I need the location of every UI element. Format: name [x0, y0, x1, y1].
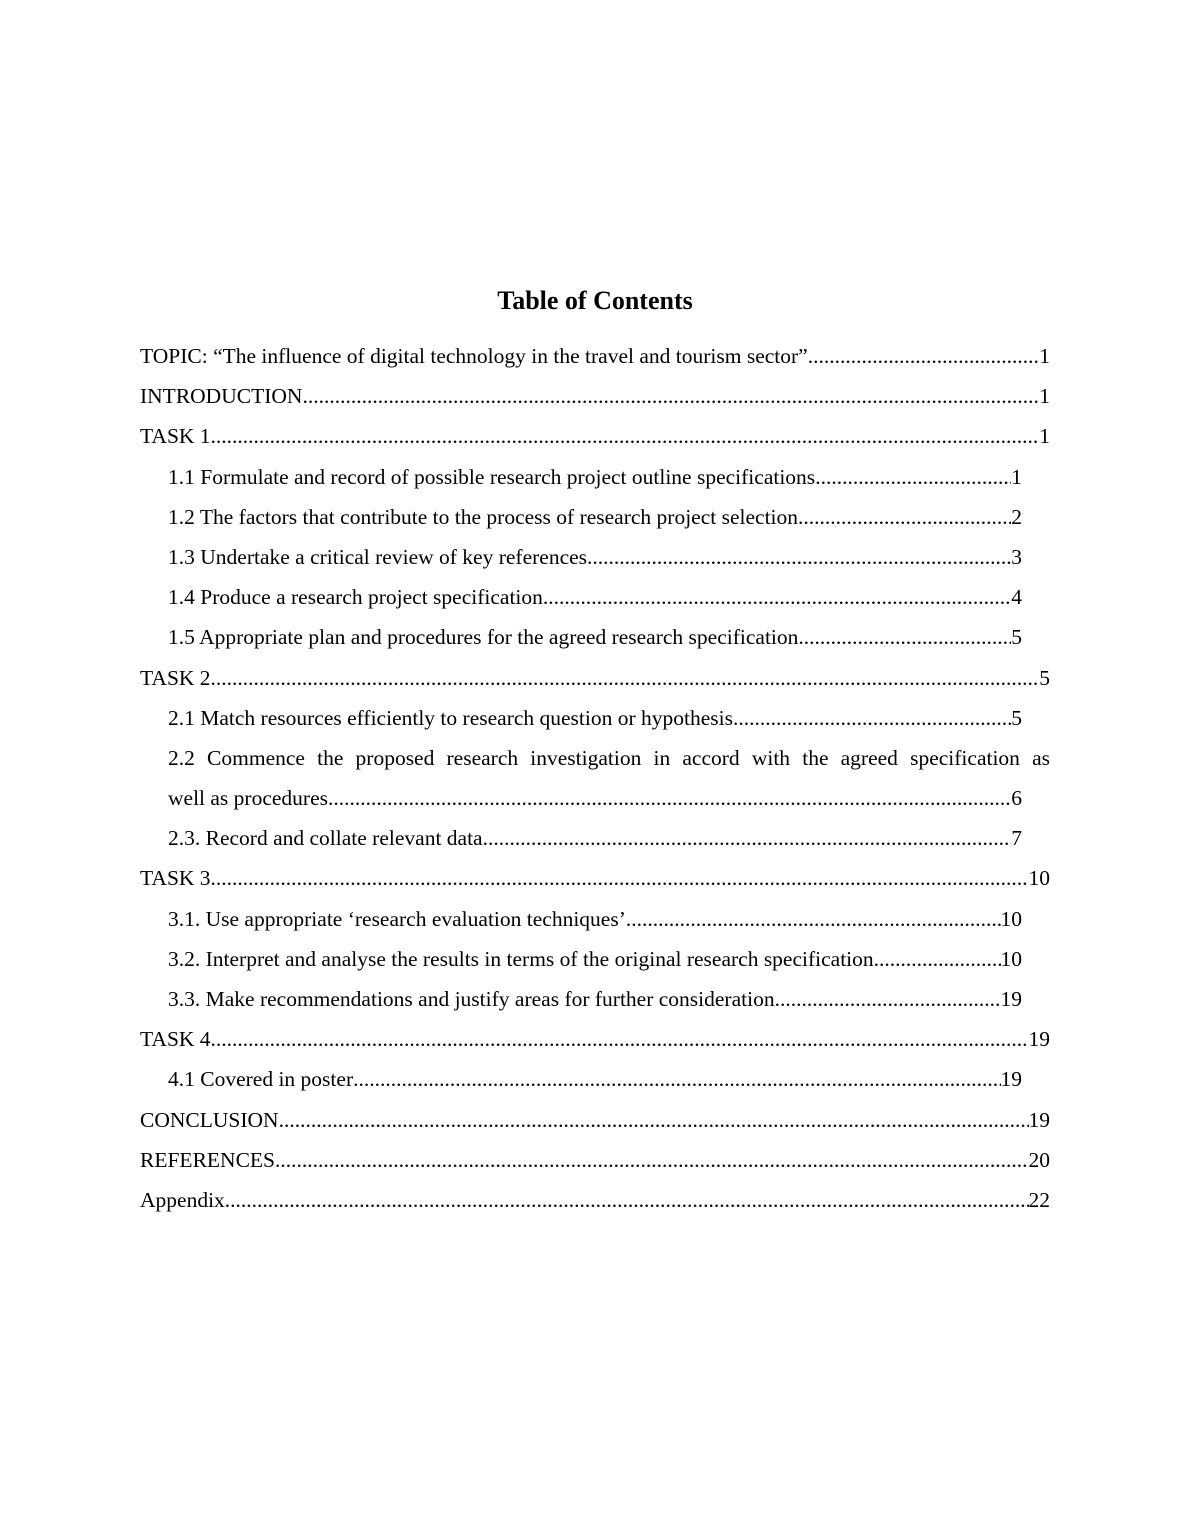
toc-entry-label: TASK 4: [140, 1027, 211, 1052]
toc-entry-page: 1: [1011, 464, 1022, 489]
toc-entry-appendix[interactable]: [140, 1180, 1050, 1220]
toc-entry-label: 3.2. Interpret and analyse the results in terms of the original research specification: [168, 946, 874, 971]
dot-leader: [815, 457, 1011, 497]
dot-leader: [302, 376, 1039, 416]
toc-entry-label: TOPIC: “The influence of digital technology in the travel and tourism sector”: [140, 344, 808, 368]
toc-title: Table of Contents: [497, 286, 693, 315]
toc-entry-1-1[interactable]: [168, 457, 1022, 497]
toc-entry-label: CONCLUSION: [140, 1107, 279, 1132]
toc-entry-label: TASK 3: [140, 866, 211, 891]
toc-entry-page: 3: [1011, 544, 1022, 569]
toc-entry-task-1[interactable]: [140, 416, 1050, 456]
dot-leader: [211, 416, 1040, 456]
toc-entry-label: TASK 1: [140, 424, 211, 449]
toc-entry-page: 19: [1028, 1027, 1050, 1052]
toc-entry-page: 10: [1000, 906, 1022, 931]
toc-entry-references[interactable]: [140, 1140, 1050, 1180]
toc-entry-1-3[interactable]: [168, 537, 1022, 577]
toc-entry-introduction[interactable]: [140, 376, 1050, 416]
dot-leader: [225, 1180, 1029, 1220]
toc-entry-label: 3.1. Use appropriate ‘research evaluation techniques’: [168, 906, 626, 931]
toc-entry-conclusion[interactable]: [140, 1100, 1050, 1140]
dot-leader: [211, 658, 1040, 698]
dot-leader: [211, 1019, 1029, 1059]
toc-entry-page: 5: [1011, 625, 1022, 650]
dot-leader: [483, 818, 1012, 858]
toc-entry-task-3[interactable]: [140, 858, 1050, 898]
dot-leader: [798, 497, 1011, 537]
toc-entry-page: 6: [1011, 786, 1022, 811]
toc-entry-3-1[interactable]: [168, 899, 1022, 939]
toc-entry-page: 19: [1000, 987, 1022, 1011]
toc-entry-label-line1: 2.2 Commence the proposed research investigation in accord with the agreed specification as: [168, 745, 1050, 770]
toc-entry-label: 1.3 Undertake a critical review of key references: [168, 544, 588, 569]
toc-entry-page: 4: [1011, 585, 1022, 610]
toc-entry-2-3[interactable]: [168, 818, 1022, 858]
toc-entry-topic[interactable]: [140, 336, 1050, 376]
toc-entry-page: 1: [1039, 344, 1050, 368]
toc-entry-label: INTRODUCTION: [140, 384, 303, 409]
toc-entry-1-2[interactable]: [168, 497, 1022, 537]
toc-entry-label: 3.3. Make recommendations and justify areas for further consideration: [168, 987, 775, 1011]
toc-entry-2-2[interactable]: [168, 738, 1050, 818]
dot-leader: [543, 577, 1011, 617]
toc-entry-label: 1.1 Formulate and record of possible research project outline specifications: [168, 464, 816, 489]
toc-entry-page: 10: [1000, 946, 1022, 971]
toc-entry-1-4[interactable]: [168, 577, 1022, 617]
toc-entry-3-2[interactable]: [168, 939, 1022, 979]
toc-entry-task-4[interactable]: [140, 1019, 1050, 1059]
toc-entry-label: 4.1 Covered in poster: [168, 1067, 354, 1092]
dot-leader: [775, 979, 1001, 1019]
toc-entry-label: REFERENCES: [140, 1147, 275, 1172]
toc-entry-page: 19: [1000, 1067, 1022, 1092]
toc-entry-1-5[interactable]: [168, 617, 1022, 657]
toc-entry-label: 1.4 Produce a research project specification: [168, 585, 543, 610]
toc-entry-page: 10: [1028, 866, 1050, 891]
dot-leader: [874, 939, 1001, 979]
toc-entry-page: 2: [1011, 504, 1022, 529]
toc-entry-page: 5: [1011, 705, 1022, 730]
toc-entry-label: 2.3. Record and collate relevant data: [168, 826, 483, 851]
table-of-contents: [140, 336, 1050, 1220]
toc-entry-label: TASK 2: [140, 665, 211, 690]
dot-leader: [211, 858, 1029, 898]
toc-entry-3-3[interactable]: [168, 979, 1022, 1019]
toc-entry-4-1[interactable]: [168, 1059, 1022, 1099]
toc-entry-task-2[interactable]: [140, 658, 1050, 698]
dot-leader: [626, 899, 1001, 939]
toc-entry-label-line2: well as procedures: [168, 786, 328, 811]
toc-entry-2-1[interactable]: [168, 698, 1022, 738]
dot-leader: [798, 617, 1011, 657]
toc-entry-page: 1: [1039, 384, 1050, 409]
toc-entry-label: Appendix: [140, 1187, 225, 1212]
dot-leader: [275, 1140, 1029, 1180]
toc-entry-page: 7: [1011, 826, 1022, 851]
toc-entry-page: 19: [1028, 1107, 1050, 1132]
dot-leader: [808, 336, 1040, 376]
dot-leader: [328, 778, 1011, 818]
toc-entry-page: 1: [1039, 424, 1050, 449]
dot-leader: [353, 1059, 1000, 1099]
dot-leader: [587, 537, 1011, 577]
toc-entry-page: 22: [1028, 1187, 1050, 1212]
toc-entry-label: 1.5 Appropriate plan and procedures for the agreed research specification: [168, 625, 799, 650]
toc-entry-label: 1.2 The factors that contribute to the process of research project selection: [168, 504, 799, 529]
dot-leader: [733, 698, 1011, 738]
toc-entry-label: 2.1 Match resources efficiently to research question or hypothesis: [168, 705, 734, 730]
toc-entry-page: 20: [1028, 1147, 1050, 1172]
dot-leader: [279, 1100, 1029, 1140]
toc-entry-page: 5: [1039, 665, 1050, 690]
